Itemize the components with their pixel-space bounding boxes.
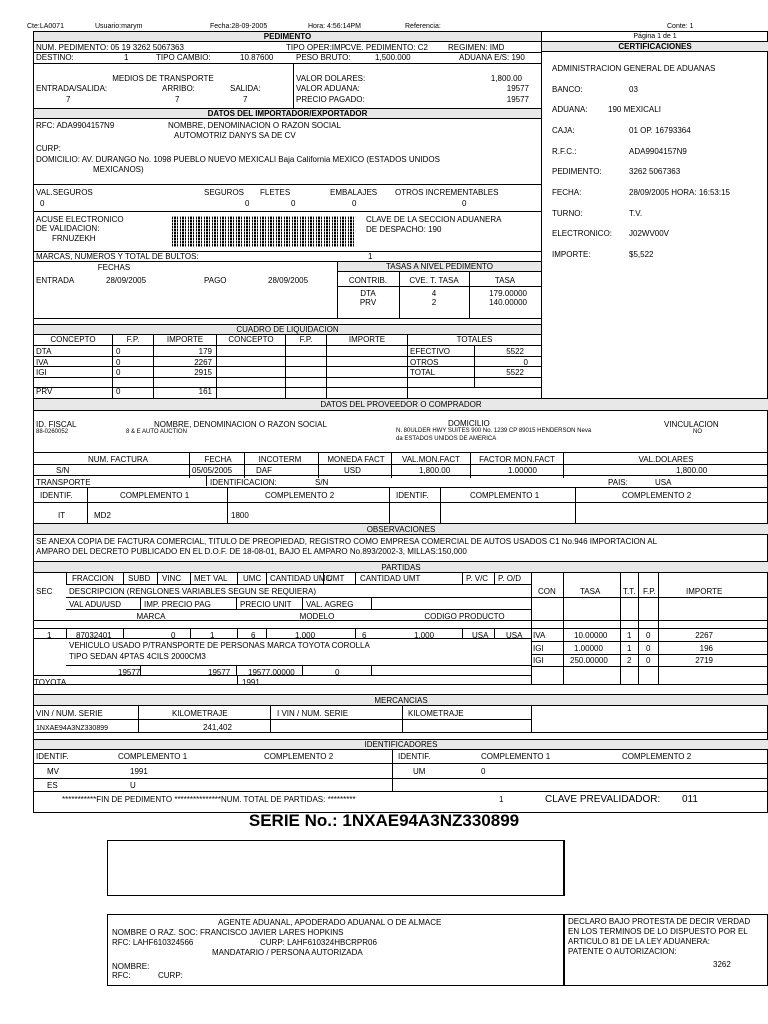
part-row-cantidad-umt: 1.000 xyxy=(414,631,435,640)
embalajes-label: EMBALAJES xyxy=(330,188,378,197)
part-metval-header: MET VAL xyxy=(194,574,228,583)
prov-nombre-label: NOMBRE, DENOMINACION O RAZON SOCIAL xyxy=(154,420,327,429)
importador-rfc: RFC: ADA9904157N9 xyxy=(36,121,115,130)
ident-row-1-c1b: 0 xyxy=(481,767,486,776)
prov-val-dolares-value: 1,800.00 xyxy=(676,466,708,475)
cert-pedimento-value: 3262 5067363 xyxy=(629,167,681,176)
liq-concepto2-header: CONCEPTO xyxy=(228,335,274,344)
part-val-agreg-header: VAL. AGREG xyxy=(306,600,354,609)
agente-nombre2: NOMBRE: xyxy=(112,962,150,971)
otros-value: 0 xyxy=(462,199,467,208)
cert-caja-value: 01 OP. 16793364 xyxy=(629,126,691,135)
observaciones-line-1: SE ANEXA COPIA DE FACTURA COMERCIAL, TITULO DE PREOPIEDAD, REGISTRO COMO EMPRESA COMERCIAL DE AUTOS USADOS C1 No.946 IMPORTACION AL xyxy=(36,537,658,546)
contrib-1-fp: 0 xyxy=(646,631,651,640)
cert-caja-label: CAJA: xyxy=(552,126,575,135)
contrib-2-tt: 1 xyxy=(627,644,632,653)
arribo-value: 7 xyxy=(175,95,180,104)
datos-importador-title: DATOS DEL IMPORTADOR/EXPORTADOR xyxy=(207,109,368,118)
num-pedimento: NUM. PEDIMENTO: 05 19 3262 5067363 xyxy=(36,43,184,52)
part-row-val-adu: 19577 xyxy=(118,668,141,677)
contrib-2-con: IGI xyxy=(533,644,544,653)
part-row-fraccion: 87032401 xyxy=(76,631,112,640)
part-tasa-header: TASA xyxy=(580,587,601,596)
cert-rfc-label: R.F.C.: xyxy=(552,147,577,156)
cert-fecha-label: FECHA: xyxy=(552,188,582,197)
ident-complemento2-header: COMPLEMENTO 2 xyxy=(264,752,334,761)
liq-row-3-concepto: IGI xyxy=(36,368,47,377)
prov-id-fiscal-label: ID. FISCAL xyxy=(36,420,77,429)
fecha-entrada-value: 28/09/2005 xyxy=(106,276,147,285)
pedimento-title: PEDIMENTO xyxy=(263,32,312,41)
cert-electronico-label: ELECTRONICO: xyxy=(552,229,613,238)
valor-aduana-value: 19577 xyxy=(506,84,529,93)
liq-total-3-value: 5522 xyxy=(506,368,524,377)
medios-transporte-title: MEDIOS DE TRANSPORTE xyxy=(112,74,214,83)
agente-mandatario: MANDATARIO / PERSONA AUTORIZADA xyxy=(212,948,363,957)
part-fp-header: F.P. xyxy=(643,587,656,596)
prov-val-dolares-header: VAL.DOLARES xyxy=(638,455,694,464)
liq-row-1-concepto: DTA xyxy=(36,347,52,356)
liq-row-2-fp: 0 xyxy=(116,358,121,367)
liq-fp2-header: F.P. xyxy=(299,335,313,344)
precio-pagado-value: 19577 xyxy=(506,95,529,104)
prov-nombre-value: 8 & E AUTO AUCTION xyxy=(126,429,187,435)
cert-aduana-value: 190 MEXICALI xyxy=(608,105,661,114)
precio-pagado-label: PRECIO PAGADO: xyxy=(296,95,365,104)
cert-fecha-value: 28/09/2005 HORA: 16:53:15 xyxy=(629,188,730,197)
contrib-2-fp: 0 xyxy=(646,644,651,653)
cte-label: Cte:LA0071 xyxy=(27,23,64,30)
ident-row-2-identif: ES xyxy=(47,781,58,790)
prov-complemento2b-header: COMPLEMENTO 2 xyxy=(622,491,692,500)
tasa-row-1-contrib: DTA xyxy=(360,289,376,298)
importador-curp: CURP: xyxy=(36,144,61,153)
part-precio-unit-header: PRECIO UNIT xyxy=(240,600,292,609)
salida-label: SALIDA: xyxy=(230,84,261,93)
part-pod-header: P. O/D xyxy=(498,574,521,583)
entrada-salida-value: 7 xyxy=(66,95,71,104)
transporte-label: TRANSPORTE xyxy=(36,478,91,487)
part-modelo-header: MODELO xyxy=(299,612,335,621)
ident-row-2-c1: U xyxy=(130,781,136,790)
liq-fp-header: F.P. xyxy=(126,335,140,344)
tasas-contrib-header: CONTRIB. xyxy=(348,276,388,285)
part-row-pod: USA xyxy=(506,631,523,640)
mercancias-title: MERCANCIAS xyxy=(374,696,428,705)
acuse-value: FRNUZEKH xyxy=(52,234,96,243)
fecha-pago-label: PAGO xyxy=(204,276,227,285)
liq-row-4-importe: 161 xyxy=(198,387,212,396)
cert-pedimento-label: PEDIMENTO: xyxy=(552,167,602,176)
prov-complemento1-header: COMPLEMENTO 1 xyxy=(120,491,190,500)
merc-vin-header: VIN / NUM. SERIE xyxy=(36,709,103,718)
prov-identif-header: IDENTIF. xyxy=(40,491,73,500)
cert-aduana-label: ADUANA: xyxy=(552,105,588,114)
certificaciones-title: CERTIFICACIONES xyxy=(618,42,692,51)
prov-complemento1b-header: COMPLEMENTO 1 xyxy=(470,491,540,500)
liq-row-1-importe: 179 xyxy=(198,347,212,356)
part-row-pvc: USA xyxy=(472,631,489,640)
ident-complemento2b-header: COMPLEMENTO 2 xyxy=(622,752,692,761)
declaro-line-3: ARTICULO 81 DE LA LEY ADUANERA: xyxy=(568,937,710,946)
otros-incrementables-label: OTROS INCREMENTABLES xyxy=(395,188,499,197)
part-row-modelo: 1991 xyxy=(242,678,260,687)
tipo-cambio-value: 10.87600 xyxy=(240,53,274,62)
fecha-label: Fecha:28-09-2005 xyxy=(210,23,268,30)
ident-complemento1b-header: COMPLEMENTO 1 xyxy=(481,752,551,761)
contrib-1-importe: 2267 xyxy=(695,631,713,640)
total-partidas-value: 1 xyxy=(499,795,504,804)
part-row-metval: 6 xyxy=(251,631,256,640)
destino-value: 1 xyxy=(124,53,129,62)
tasa-row-2-tasa: 140.00000 xyxy=(489,298,527,307)
contrib-2-importe: 196 xyxy=(699,644,713,653)
conte-label: Conte: 1 xyxy=(667,23,694,30)
tasas-nivel-title: TASAS A NIVEL PEDIMENTO xyxy=(386,262,493,271)
patente-value: 3262 xyxy=(713,960,731,969)
seguros-label: SEGUROS xyxy=(204,188,245,197)
part-fraccion-header: FRACCION xyxy=(72,574,114,583)
liq-row-4-fp: 0 xyxy=(116,387,121,396)
clave-seccion-2: DE DESPACHO: 190 xyxy=(366,225,442,234)
referencia-label: Referencia: xyxy=(405,23,441,30)
val-seguros-value: 0 xyxy=(40,199,45,208)
prov-fecha-value: 05/05/2005 xyxy=(192,466,233,475)
liq-importe-header: IMPORTE xyxy=(166,335,204,344)
marcas-label: MARCAS, NUMEROS Y TOTAL DE BULTOS: xyxy=(36,252,199,261)
part-umt-header: UMT xyxy=(327,574,345,583)
cert-divider xyxy=(541,31,542,406)
merc-kilometraje2-header: KILOMETRAJE xyxy=(408,709,464,718)
prov-num-factura-header: NUM. FACTURA xyxy=(88,455,148,464)
contrib-3-importe: 2719 xyxy=(695,656,713,665)
pais-label: PAIS: xyxy=(608,478,628,487)
part-row-vinc: 1 xyxy=(210,631,215,640)
tasas-cve-header: CVE. T. TASA xyxy=(409,276,459,285)
prov-factor-value: 1.00000 xyxy=(508,466,537,475)
contrib-1-tasa: 10.00000 xyxy=(574,631,608,640)
val-seguros-label: VAL.SEGUROS xyxy=(36,188,93,197)
cert-banco-label: BANCO: xyxy=(552,85,583,94)
ident-row-1-c1: 1991 xyxy=(130,767,148,776)
fechas-title: FECHAS xyxy=(97,263,131,272)
part-imp-precio-header: IMP. PRECIO PAG xyxy=(144,600,211,609)
liq-importe2-header: IMPORTE xyxy=(348,335,386,344)
tasa-row-1-tasa: 179.00000 xyxy=(489,289,527,298)
part-subd-header: SUBD xyxy=(128,574,151,583)
importador-domicilio-2: MEXICANOS) xyxy=(93,165,144,174)
part-row-val-agreg: 0 xyxy=(335,668,340,677)
part-val-adu-header: VAL ADU/USD xyxy=(69,600,122,609)
barcode xyxy=(172,216,356,247)
part-row-sec: 1 xyxy=(47,631,52,640)
peso-bruto-label: PESO BRUTO: xyxy=(296,53,351,62)
patente-label: PATENTE O AUTORIZACION: xyxy=(568,947,677,956)
cuadro-liquidacion-title: CUADRO DE LIQUIDACION xyxy=(236,325,339,334)
part-umc-header: UMC xyxy=(243,574,262,583)
part-descripcion-header: DESCRIPCION (RENGLONES VARIABLES SEGUN SE REQUIERA) xyxy=(69,587,317,596)
merc-vin2-header: I VIN / NUM. SERIE xyxy=(277,709,349,718)
part-con-header: CON xyxy=(538,587,556,596)
fecha-pago-value: 28/09/2005 xyxy=(268,276,309,285)
agente-rfc2: RFC: xyxy=(112,971,131,980)
agente-title: AGENTE ADUANAL, APODERADO ADUANAL O DE ALMACE xyxy=(218,918,442,927)
prov-identif2-header: IDENTIF. xyxy=(396,491,429,500)
part-row-imp-precio: 19577 xyxy=(208,668,231,677)
merc-kilometraje-value: 241,402 xyxy=(203,723,232,732)
prov-complemento2-header: COMPLEMENTO 2 xyxy=(265,491,335,500)
part-importe-header: IMPORTE xyxy=(686,587,723,596)
cert-banco-value: 03 xyxy=(629,85,638,94)
usuario-label: Usuario:marym xyxy=(95,23,143,30)
liq-total-1-label: EFECTIVO xyxy=(410,347,451,356)
clave-prevalidador-label: CLAVE PREVALIDADOR: xyxy=(545,794,661,805)
importador-nombre-label: NOMBRE, DENOMINACION O RAZON SOCIAL xyxy=(168,121,341,130)
prov-val-mon-header: VAL.MON.FACT xyxy=(401,455,461,464)
ident-complemento1-header: COMPLEMENTO 1 xyxy=(118,752,188,761)
agente-nombre: NOMBRE O RAZ. SOC: FRANCISCO JAVIER LARES HOPKINS xyxy=(112,928,344,937)
liq-row-4-concepto: PRV xyxy=(36,387,53,396)
part-row-cantidad-umc: 1.000 xyxy=(295,631,316,640)
fletes-value: 0 xyxy=(291,199,296,208)
ident-identif-header: IDENTIF. xyxy=(36,752,69,761)
embalajes-value: 0 xyxy=(352,199,357,208)
prov-vinculacion-label: VINCULACION xyxy=(664,420,719,429)
liq-total-2-value: 0 xyxy=(523,358,528,367)
peso-bruto-value: 1,500.000 xyxy=(375,53,411,62)
contrib-3-tt: 2 xyxy=(627,656,632,665)
valor-dolares-value: 1,800.00 xyxy=(490,74,522,83)
prov-complemento1-value: MD2 xyxy=(94,511,111,520)
part-sec-header: SEC xyxy=(36,587,53,596)
liq-row-1-fp: 0 xyxy=(116,347,121,356)
clave-seccion-1: CLAVE DE LA SECCION ADUANERA xyxy=(366,215,502,224)
contrib-1-con: IVA xyxy=(533,631,546,640)
prov-num-factura-value: S/N xyxy=(56,466,70,475)
ident-identif2-header: IDENTIF. xyxy=(398,752,431,761)
agente-rfc: RFC: LAHF610324566 xyxy=(112,938,194,947)
contrib-3-fp: 0 xyxy=(646,656,651,665)
valor-aduana-label: VALOR ADUANA: xyxy=(296,84,360,93)
tipo-cambio-label: TIPO CAMBIO: xyxy=(156,53,211,62)
observaciones-line-2: AMPARO DEL DECRETO PUBLICADO EN EL D.O.F. DE 18-08-01, BAJO EL AMPARO No.893/2002-3, MILLAS:150,000 xyxy=(36,547,467,556)
blank-box xyxy=(107,840,564,896)
cve-pedimento: CVE. PEDIMENTO: C2 xyxy=(345,43,428,52)
tasa-row-2-cve: 2 xyxy=(431,298,437,307)
destino-label: DESTINO: xyxy=(36,53,74,62)
entrada-salida-label: ENTRADA/SALIDA: xyxy=(36,84,108,93)
cert-administracion: ADMINISTRACION GENERAL DE ADUANAS xyxy=(552,64,716,73)
identificadores-title: IDENTIFICADORES xyxy=(364,740,438,749)
part-pvc-header: P. V/C xyxy=(466,574,489,583)
ident-row-1-identif: MV xyxy=(47,767,59,776)
fecha-entrada-label: ENTRADA xyxy=(36,276,75,285)
prov-val-mon-value: 1,800.00 xyxy=(419,466,451,475)
prov-id-fiscal-value: 88-0260052 xyxy=(36,429,69,435)
part-row-precio-unit: 19577.00000 xyxy=(248,668,295,677)
contrib-2-tasa: 1.00000 xyxy=(574,644,603,653)
regimen: REGIMEN: IMD xyxy=(448,43,505,52)
part-row-marca: TOYOTA xyxy=(34,678,67,687)
prov-domicilio-1: N. 80ULDER HWY SUITES 900 No. 1239 CP 89015 HENDERSON Neva xyxy=(396,428,592,434)
clave-prevalidador-value: 011 xyxy=(682,794,698,805)
tasa-row-2-contrib: PRV xyxy=(359,298,377,307)
liq-concepto-header: CONCEPTO xyxy=(50,335,96,344)
contrib-1-tt: 1 xyxy=(627,631,632,640)
cert-rfc-value: ADA9904157N9 xyxy=(629,147,687,156)
liq-row-2-concepto: IVA xyxy=(36,358,49,367)
part-codigo-header: CODIGO PRODUCTO xyxy=(424,612,505,621)
prov-identif-value: IT xyxy=(58,511,66,520)
liq-total-3-label: TOTAL xyxy=(410,368,436,377)
part-row-desc-1: VEHICULO USADO P/TRANSPORTE DE PERSONAS MARCA TOYOTA COROLLA xyxy=(69,641,370,650)
prov-incoterm-value: DAF xyxy=(256,466,272,475)
liq-totales-header: TOTALES xyxy=(456,335,493,344)
declaro-line-2: EN LOS TERMINOS DE LO DISPUESTO POR EL xyxy=(568,927,748,936)
hora-label: Hora: 4:56:14PM xyxy=(308,23,361,30)
agente-curp2: CURP: xyxy=(158,971,183,980)
prov-moneda-value: USD xyxy=(344,466,361,475)
prov-incoterm-header: INCOTERM xyxy=(258,455,302,464)
cert-electronico-value: J02WV00V xyxy=(629,229,670,238)
observaciones-title: OBSERVACIONES xyxy=(366,525,436,534)
partidas-title: PARTIDAS xyxy=(381,563,421,572)
datos-proveedor-title: DATOS DEL PROVEEDOR O COMPRADOR xyxy=(320,400,482,409)
part-cantidad-umt-header: CANTIDAD UMT xyxy=(360,574,421,583)
acuse-label-1: ACUSE ELECTRONICO xyxy=(36,215,124,224)
liq-row-3-importe: 2915 xyxy=(194,368,212,377)
pagina-label: Página 1 de 1 xyxy=(633,33,677,40)
cert-importe-label: IMPORTE: xyxy=(552,250,591,259)
aduana-es: ADUANA E/S: 190 xyxy=(459,53,525,62)
liq-total-1-value: 5522 xyxy=(506,347,524,356)
prov-domicilio-2: da ESTADOS UNIDOS DE AMERICA xyxy=(396,436,497,442)
prov-moneda-header: MONEDA FACT xyxy=(327,455,385,464)
prov-factor-header: FACTOR MON.FACT xyxy=(479,455,555,464)
fin-pedimento: ***********FIN DE PEDIMENTO ***************NUM. TOTAL DE PARTIDAS: ********* xyxy=(62,795,356,804)
cert-importe-value: $5,522 xyxy=(629,250,654,259)
prov-vinculacion-value: NO xyxy=(693,429,702,435)
importador-nombre: AUTOMOTRIZ DANYS SA DE CV xyxy=(174,131,296,140)
merc-kilometraje-header: KILOMETRAJE xyxy=(172,709,228,718)
part-row-subd: 0 xyxy=(171,631,176,640)
tasa-row-1-cve: 4 xyxy=(431,289,437,298)
prov-fecha-header: FECHA xyxy=(204,455,232,464)
acuse-label-2: DE VALIDACION: xyxy=(36,224,100,233)
prov-domicilio-label: DOMICILIO xyxy=(448,419,490,428)
part-vinc-header: VINC xyxy=(162,574,182,583)
part-marca-header: MARCA xyxy=(136,612,166,621)
importador-domicilio-1: DOMICILIO: AV. DURANGO No. 1098 PUEBLO NUEVO MEXICALI Baja California MEXICO (ESTADOS UNIDOS xyxy=(36,155,440,164)
part-row-umt: 6 xyxy=(362,631,367,640)
cert-turno-value: T.V. xyxy=(629,209,643,218)
contrib-3-con: IGI xyxy=(533,656,544,665)
merc-vin-value: 1NXAE94A3NZ330899 xyxy=(36,725,108,732)
agente-curp: CURP: LAHF610324HBCRPR06 xyxy=(260,938,377,947)
declaro-line-1: DECLARO BAJO PROTESTA DE DECIR VERDAD xyxy=(568,917,751,926)
arribo-label: ARRIBO: xyxy=(162,84,195,93)
liq-row-2-importe: 2267 xyxy=(194,358,212,367)
part-tt-header: T.T. xyxy=(623,587,636,596)
part-cantidad-umc-header: CANTIDAD UMC xyxy=(270,574,332,583)
tasas-tasa-header: TASA xyxy=(494,276,516,285)
seguros-value: 0 xyxy=(245,199,250,208)
serie-number: SERIE No.: 1NXAE94A3NZ330899 xyxy=(248,811,520,830)
valor-dolares-label: VALOR DOLARES: xyxy=(296,74,366,83)
tipo-oper: TIPO OPER:IMP xyxy=(286,43,347,52)
prov-complemento2-value: 1800 xyxy=(231,511,249,520)
pais-value: USA xyxy=(655,478,672,487)
identificacion-value: S/N xyxy=(315,478,329,487)
ident-row-1-identif2: UM xyxy=(413,767,426,776)
liq-row-3-fp: 0 xyxy=(116,368,121,377)
salida-value: 7 xyxy=(243,95,248,104)
fletes-label: FLETES xyxy=(260,188,291,197)
liq-total-2-label: OTROS xyxy=(410,358,439,367)
cert-turno-label: TURNO: xyxy=(552,209,583,218)
part-row-desc-2: TIPO SEDAN 4PTAS 4CILS 2000CM3 xyxy=(69,652,206,661)
identificacion-label: IDENTIFICACION: xyxy=(210,478,277,487)
contrib-3-tasa: 250.00000 xyxy=(570,656,608,665)
marcas-value: 1 xyxy=(368,252,373,261)
